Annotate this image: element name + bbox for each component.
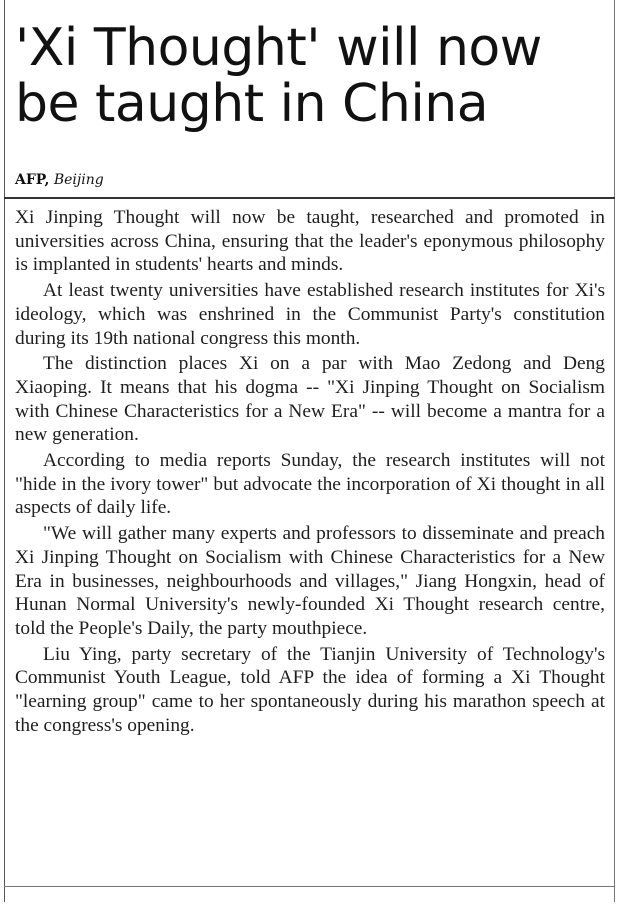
byline [15, 171, 104, 189]
left-column-rule [4, 0, 5, 902]
byline-divider [4, 197, 615, 199]
body-paragraph-5: "We will gather many experts and professors to disseminate and preach Xi Jinping Thought on Socialism with Chinese Characteristics for a New Era in businesses, neighbourhoods and villages," Jiang Hongxin, head of Hunan Normal University's newly-founded Xi Thought research centre, told the People's Daily, the party mouthpiece. [15, 523, 605, 639]
body-paragraph-1: Xi Jinping Thought will now be taught, researched and promoted in universities across China, ensuring that the leader's eponymous philosophy is implanted in students' hearts and minds. [15, 207, 605, 276]
right-column-rule [614, 0, 615, 902]
body-paragraph-2: At least twenty universities have established research institutes for Xi's ideology, which was enshrined in the Communist Party's constitution during its 19th national congress this month. [15, 280, 605, 349]
body-paragraph-4: According to media reports Sunday, the research institutes will not "hide in the ivory tower" but advocate the incorporation of Xi thought in all aspects of daily life. [15, 450, 605, 519]
body-paragraph-6: Liu Ying, party secretary of the Tianjin University of Technology's Communist Youth League, told AFP the idea of forming a Xi Thought "learning group" came to her spontaneously during his marathon speech at the congress's opening. [15, 643, 605, 736]
article-body [15, 206, 605, 739]
body-paragraph-3: The distinction places Xi on a par with Mao Zedong and Deng Xiaoping. It means that his dogma -- "Xi Jinping Thought on Socialism with Chinese Characteristics for a New Era" -- will become a mantra for a new generation. [15, 353, 605, 446]
byline-place: Beijing [53, 172, 104, 188]
byline-agency: AFP, [15, 172, 50, 188]
bottom-rule [4, 886, 615, 887]
headline: 'Xi Thought' will now be taught in China [15, 18, 542, 134]
